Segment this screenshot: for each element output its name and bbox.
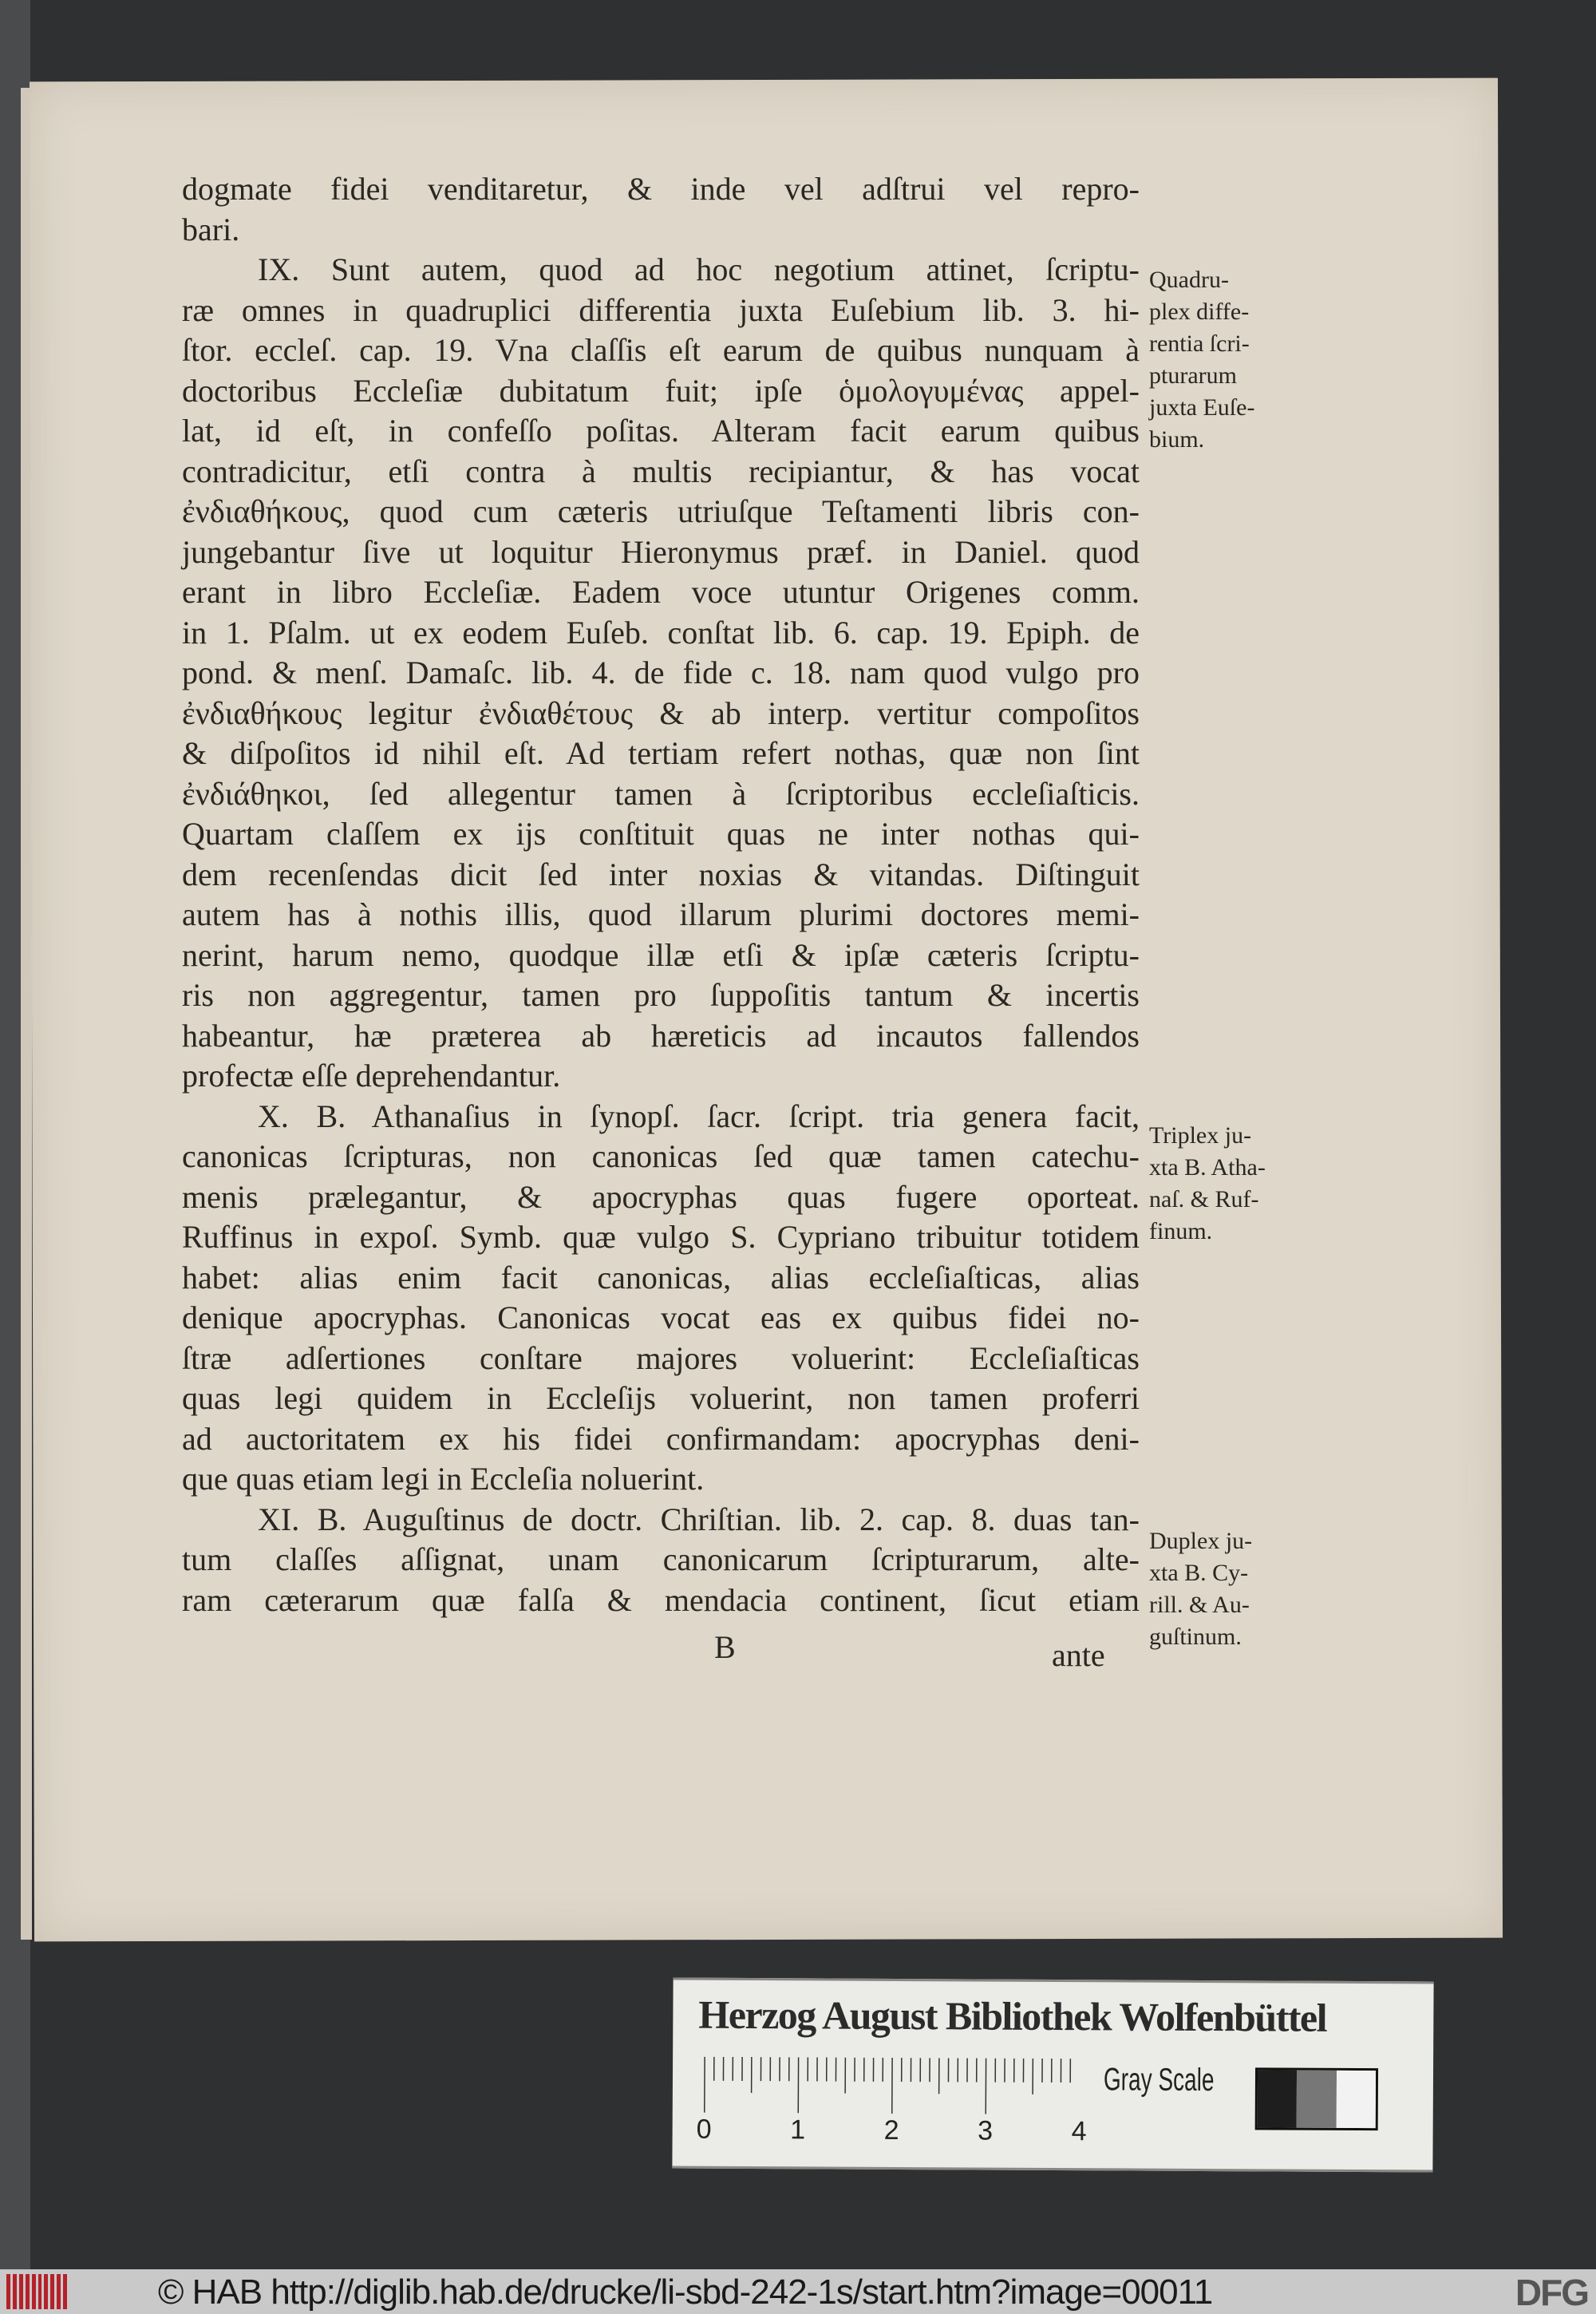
marginal-note — [1149, 1525, 1252, 1653]
marginal-note-line: Triplex ju- — [1149, 1122, 1252, 1149]
card-title: Herzog August Bibliothek Wolfenbüttel — [698, 1992, 1327, 2040]
page-text-block — [182, 169, 1140, 1620]
text-line: X. B. Athanaſius in ſynopſ. ſacr. ſcript. tria genera facit, — [258, 1098, 1140, 1134]
text-line: bari. — [182, 211, 240, 247]
catchword: ante — [1052, 1637, 1105, 1673]
gray-swatch-patch — [1258, 2070, 1298, 2127]
text-line: in 1. Pſalm. ut ex eodem Euſeb. conſtat lib. 6. cap. 19. Epiph. de — [182, 614, 1140, 651]
gray-scale-label: Gray Scale — [1103, 2062, 1215, 2098]
text-line: dem recenſendas dicit ſed inter noxias & vitandas. Diſtinguit — [182, 856, 1140, 892]
marginal-note-line: xta B. Cy- — [1149, 1560, 1249, 1586]
text-line: Quartam claſſem ex ijs conſtituit quas ne inter nothas qui- — [182, 816, 1140, 852]
marginal-note-line: juxta Euſe- — [1149, 394, 1255, 421]
marginal-note-line: Duplex ju- — [1149, 1528, 1253, 1554]
copyright-url[interactable]: © HAB http://diglib.hab.de/drucke/li-sbd-242-1s/start.htm?image=00011 — [158, 2272, 1213, 2312]
gray-swatch-patch — [1336, 2071, 1376, 2128]
gray-scale-swatch — [1255, 2067, 1378, 2130]
text-line: tum claſſes aſſignat, unam canonicarum ſcripturarum, alte- — [182, 1541, 1140, 1577]
text-line: pond. & menſ. Damaſc. lib. 4. de fide c. 18. nam quod vulgo pro — [182, 655, 1140, 690]
marginal-note — [1149, 1120, 1266, 1248]
marginal-note-line: pturarum — [1149, 362, 1237, 389]
text-line: denique apocryphas. Canonicas vocat eas ex quibus fidei no- — [182, 1299, 1140, 1335]
text-line: nerint, harum nemo, quodque illæ etſi & ipſæ cæteris ſcriptu- — [182, 936, 1140, 973]
text-line: & diſpoſitos id nihil eſt. Ad tertiam refert nothas, quæ non ſint — [182, 735, 1140, 771]
text-line: quas legi quidem in Eccleſijs voluerint, non tamen proferri — [182, 1380, 1140, 1416]
ruler-number: 2 — [883, 2114, 899, 2146]
marginal-note-line: finum. — [1149, 1218, 1213, 1244]
text-line: ἐνδιαθήκους legitur ἐνδιαθέτους & ab interp. vertitur compoſitos — [182, 694, 1140, 731]
marginal-note-line: xta B. Atha- — [1149, 1154, 1266, 1181]
marginal-note-line: plex diffe- — [1149, 299, 1250, 325]
text-line: ris non aggregentur, tamen pro ſuppoſitis tantum & incertis — [182, 977, 1140, 1013]
text-line: dogmate fidei venditaretur, & inde vel adſtrui vel repro- — [182, 171, 1140, 207]
marginal-note — [1149, 264, 1254, 456]
text-line: XI. B. Auguſtinus de doctr. Chriſtian. lib. 2. cap. 8. duas tan- — [258, 1501, 1140, 1537]
marginal-note-line: rentia ſcri- — [1149, 330, 1250, 357]
text-line: ἐνδιαθήκους, quod cum cæteris utriuſque Teſtamenti libris con- — [182, 493, 1140, 529]
text-line: habet: alias enim facit canonicas, alias eccleſiaſticas, alias — [182, 1259, 1140, 1295]
text-line: menis prælegantur, & apocryphas quas fugere oporteat. — [182, 1178, 1140, 1215]
text-line: profectæ eſſe deprehendantur. — [182, 1058, 561, 1094]
color-reference-card — [672, 1978, 1433, 2173]
marginal-note-line: guſtinum. — [1149, 1624, 1242, 1650]
marginal-note-line: rill. & Au- — [1149, 1592, 1250, 1618]
ruler-number: 3 — [978, 2115, 994, 2146]
gray-swatch-patch — [1297, 2071, 1337, 2128]
text-line: ræ omnes in quadruplici differentia juxta Euſebium lib. 3. hi- — [182, 291, 1140, 328]
text-line: Ruffinus in expoſ. Symb. quæ vulgo S. Cypriano tribuitur totidem — [182, 1219, 1140, 1255]
ruler-scale — [703, 2057, 1078, 2114]
ruler-number: 1 — [790, 2114, 806, 2146]
text-line: doctoribus Eccleſiæ dubitatum fuit; ipſe ὁμολογυμένας appel- — [182, 372, 1140, 409]
text-line: contradicitur, etſi contra à multis recipiantur, & has vocat — [182, 453, 1140, 489]
text-line: IX. Sunt autem, quod ad hoc negotium attinet, ſcriptu- — [258, 251, 1140, 287]
marginal-note-line: Quadru- — [1149, 267, 1229, 293]
text-line: ſtor. eccleſ. cap. 19. Vna claſſis eſt earum de quibus nunquam à — [182, 332, 1140, 368]
hab-logo-icon — [6, 2274, 67, 2309]
text-line: lat, id eſt, in confeſſo poſitas. Alteram facit earum quibus — [182, 413, 1140, 449]
ruler-number: 4 — [1071, 2116, 1087, 2147]
text-line: canonicas ſcripturas, non canonicas ſed quæ tamen catechu- — [182, 1138, 1140, 1174]
marginal-note-line: naſ. & Ruf- — [1149, 1186, 1259, 1212]
signature-mark: B — [714, 1629, 736, 1665]
text-line: erant in libro Eccleſiæ. Eadem voce utuntur Origenes comm. — [182, 574, 1140, 610]
marginal-note-line: bium. — [1149, 426, 1205, 453]
footer-bar — [0, 2269, 1596, 2314]
text-line: ram cæterarum quæ falſa & mendacia continent, ſicut etiam — [182, 1581, 1140, 1618]
ruler-number: 0 — [696, 2114, 712, 2145]
text-line: jungebantur ſive ut loquitur Hieronymus præf. in Daniel. quod — [182, 533, 1140, 570]
text-line: ἐνδιάθηκοι, ſed allegentur tamen à ſcriptoribus eccleſiaſticis. — [182, 775, 1140, 812]
text-line: que quas etiam legi in Eccleſia noluerint. — [182, 1461, 705, 1497]
text-line: ad auctoritatem ex his fidei confirmandam: apocryphas deni- — [182, 1420, 1140, 1457]
dfg-logo: DFG — [1515, 2272, 1588, 2313]
text-line: habeantur, hæ præterea ab hæreticis ad incautos fallendos — [182, 1017, 1140, 1054]
text-line: autem has à nothis illis, quod illarum plurimi doctores memi- — [182, 896, 1140, 932]
text-line: ſtræ adſertiones conſtare majores voluerint: Eccleſiaſticas — [182, 1339, 1140, 1376]
